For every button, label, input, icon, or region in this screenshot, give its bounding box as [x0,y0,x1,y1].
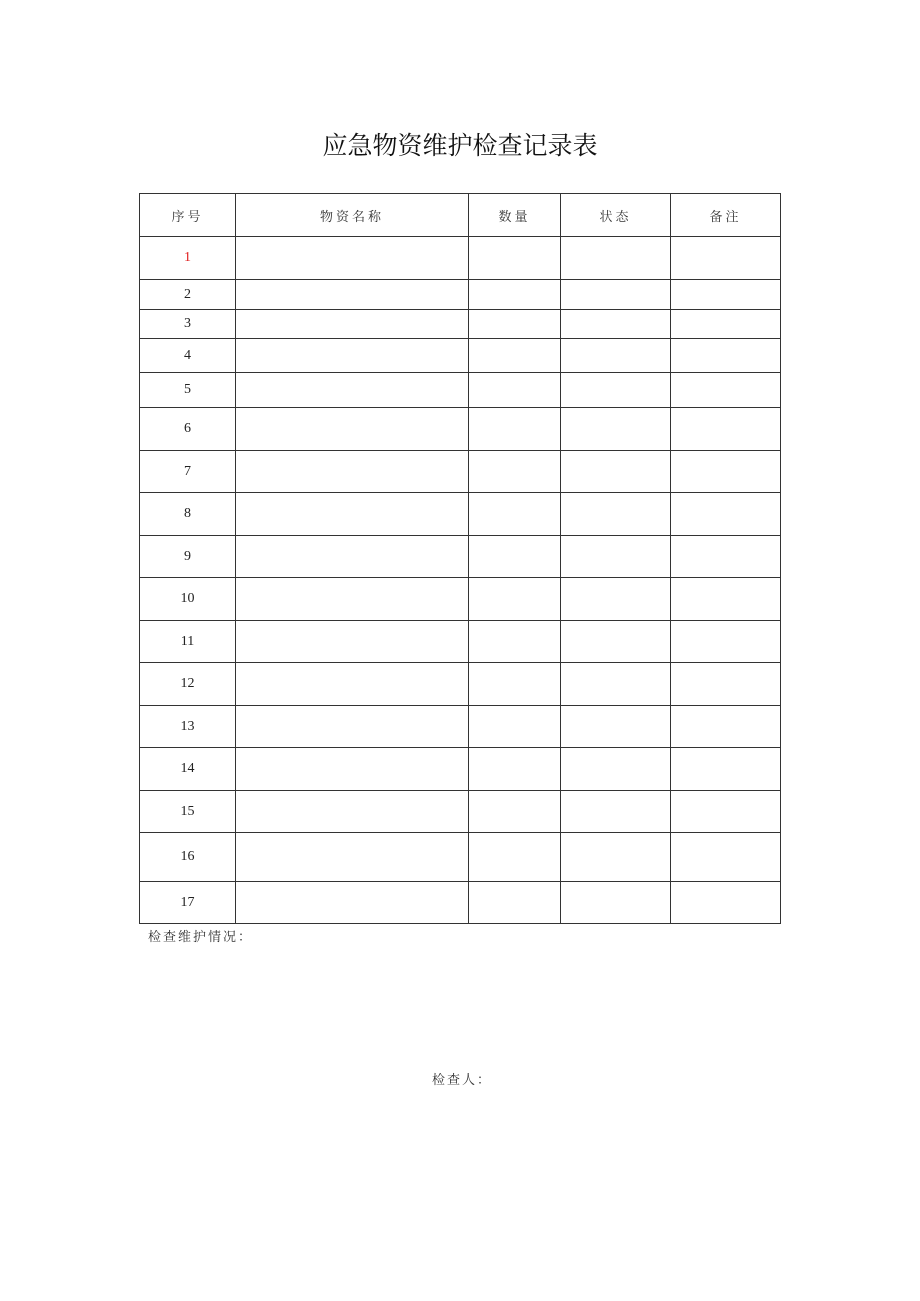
quantity-cell[interactable] [469,280,561,310]
status-cell[interactable] [561,833,671,882]
item-name-cell[interactable] [236,451,469,493]
remarks-cell[interactable] [671,373,781,408]
item-name-cell[interactable] [236,536,469,578]
status-cell[interactable] [561,578,671,621]
row-number: 4 [140,339,236,373]
table-row [140,706,781,748]
status-cell[interactable] [561,373,671,408]
remarks-cell[interactable] [671,791,781,833]
row-number: 13 [140,706,236,748]
inspector-label: 检查人： [432,1073,493,1088]
row-number: 16 [140,833,236,882]
table-row [140,339,781,373]
remarks-cell[interactable] [671,833,781,882]
status-cell[interactable] [561,748,671,791]
item-name-cell[interactable] [236,339,469,373]
quantity-cell[interactable] [469,451,561,493]
row-number: 10 [140,578,236,621]
row-number: 5 [140,373,236,408]
status-cell[interactable] [561,237,671,280]
item-name-cell[interactable] [236,237,469,280]
table-row [140,310,781,339]
table-row [140,833,781,882]
row-number: 7 [140,451,236,493]
table-row [140,536,781,578]
status-cell[interactable] [561,663,671,706]
header-status: 状态 [561,194,671,237]
quantity-cell[interactable] [469,373,561,408]
header-item-name: 物资名称 [236,194,469,237]
remarks-cell[interactable] [671,339,781,373]
remarks-cell[interactable] [671,451,781,493]
remarks-cell[interactable] [671,310,781,339]
row-number: 6 [140,408,236,451]
remarks-cell[interactable] [671,663,781,706]
item-name-cell[interactable] [236,373,469,408]
document-title: 应急物资维护检查记录表 [322,131,598,160]
item-name-cell[interactable] [236,833,469,882]
header-serial: 序号 [140,194,236,237]
status-cell[interactable] [561,310,671,339]
row-number: 3 [140,310,236,339]
status-cell[interactable] [561,882,671,924]
status-cell[interactable] [561,791,671,833]
row-number: 9 [140,536,236,578]
item-name-cell[interactable] [236,621,469,663]
quantity-cell[interactable] [469,663,561,706]
row-number: 15 [140,791,236,833]
status-cell[interactable] [561,408,671,451]
table-row [140,451,781,493]
status-cell[interactable] [561,280,671,310]
item-name-cell[interactable] [236,310,469,339]
table-row [140,493,781,536]
header-quantity: 数量 [469,194,561,237]
remarks-cell[interactable] [671,493,781,536]
header-row [140,194,781,237]
item-name-cell[interactable] [236,706,469,748]
item-name-cell[interactable] [236,748,469,791]
remarks-cell[interactable] [671,882,781,924]
table-row [140,373,781,408]
remarks-cell[interactable] [671,536,781,578]
item-name-cell[interactable] [236,578,469,621]
item-name-cell[interactable] [236,408,469,451]
row-number: 14 [140,748,236,791]
quantity-cell[interactable] [469,310,561,339]
status-cell[interactable] [561,451,671,493]
table-row [140,237,781,280]
quantity-cell[interactable] [469,791,561,833]
quantity-cell[interactable] [469,493,561,536]
table-row [140,748,781,791]
table-row [140,663,781,706]
remarks-cell[interactable] [671,578,781,621]
row-number: 12 [140,663,236,706]
item-name-cell[interactable] [236,280,469,310]
status-cell[interactable] [561,536,671,578]
row-number: 17 [140,882,236,924]
table-row [140,791,781,833]
item-name-cell[interactable] [236,791,469,833]
quantity-cell[interactable] [469,237,561,280]
quantity-cell[interactable] [469,408,561,451]
status-cell[interactable] [561,493,671,536]
row-number: 8 [140,493,236,536]
quantity-cell[interactable] [469,882,561,924]
remarks-cell[interactable] [671,706,781,748]
remarks-cell[interactable] [671,280,781,310]
table-row [140,882,781,924]
item-name-cell[interactable] [236,882,469,924]
item-name-cell[interactable] [236,493,469,536]
quantity-cell[interactable] [469,339,561,373]
table-row [140,408,781,451]
table-row [140,280,781,310]
header-remarks: 备注 [671,194,781,237]
quantity-cell[interactable] [469,621,561,663]
row-number: 2 [140,280,236,310]
quantity-cell[interactable] [469,706,561,748]
inspection-notes-label: 检查维护情况： [148,930,254,945]
status-cell[interactable] [561,621,671,663]
remarks-cell[interactable] [671,621,781,663]
quantity-cell[interactable] [469,748,561,791]
record-table [139,193,781,924]
table-row [140,621,781,663]
quantity-cell[interactable] [469,833,561,882]
remarks-cell[interactable] [671,237,781,280]
remarks-cell[interactable] [671,748,781,791]
remarks-cell[interactable] [671,408,781,451]
item-name-cell[interactable] [236,663,469,706]
quantity-cell[interactable] [469,536,561,578]
status-cell[interactable] [561,706,671,748]
row-number: 11 [140,621,236,663]
quantity-cell[interactable] [469,578,561,621]
table-row [140,578,781,621]
status-cell[interactable] [561,339,671,373]
row-number: 1 [140,237,236,280]
